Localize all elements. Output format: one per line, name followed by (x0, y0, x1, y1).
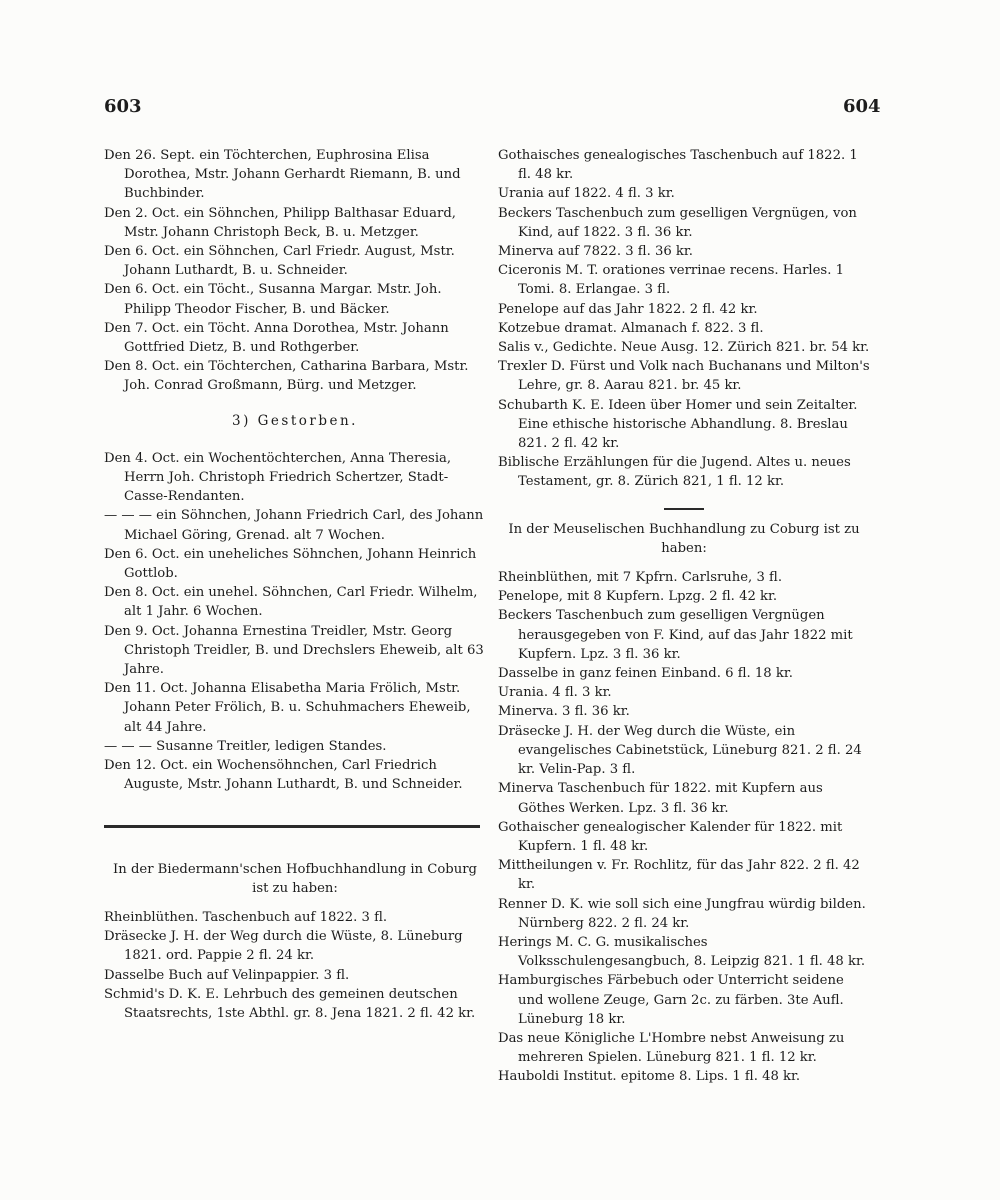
book-listing: Dasselbe in ganz feinen Einband. 6 fl. 18 kr. (498, 666, 793, 682)
death-entry: Den 4. Oct. ein Wochentöchterchen, Anna Theresia, Herrn Joh. Christoph Friedrich Schertzer, Stadt-Casse-Rendanten. (104, 450, 452, 505)
deaths-heading: 3) Gestorben. (232, 412, 358, 429)
book-listing: Trexler D. Fürst und Volk nach Buchanans und Milton's Lehre, gr. 8. Aarau 821. br. 45 kr. (498, 359, 870, 394)
book-listing: Kotzebue dramat. Almanach f. 822. 3 fl. (498, 320, 764, 336)
book-listing: Dasselbe Buch auf Velinpappier. 3 fl. (104, 967, 350, 983)
book-listing: Ciceronis M. T. orationes verrinae recens. Harles. 1 Tomi. 8. Erlangae. 3 fl. (498, 263, 844, 298)
left-column (104, 146, 486, 1023)
book-listing: Gothaischer genealogischer Kalender für 1822. mit Kupfern. 1 fl. 48 kr. (498, 819, 843, 854)
book-listing: Minerva Taschenbuch für 1822. mit Kupfern aus Göthes Werken. Lpz. 3 fl. 36 kr. (498, 781, 823, 816)
death-entry: — — — Susanne Treitler, ledigen Standes. (104, 738, 387, 754)
book-listing: Urania. 4 fl. 3 kr. (498, 685, 612, 701)
book-listing: Minerva auf 7822. 3 fl. 36 kr. (498, 244, 693, 260)
birth-entry: Den 8. Oct. ein Töchterchen, Catharina Barbara, Mstr. Joh. Conrad Großmann, Bürg. und Metzger. (104, 359, 469, 394)
book-listing: Penelope auf das Jahr 1822. 2 fl. 42 kr. (498, 301, 758, 317)
death-entry: Den 12. Oct. ein Wochensöhnchen, Carl Friedrich Auguste, Mstr. Johann Luthardt, B. und Schneider. (104, 758, 463, 793)
book-listing: Gothaisches genealogisches Taschenbuch auf 1822. 1 fl. 48 kr. (498, 148, 858, 183)
book-listing: Schubarth K. E. Ideen über Homer und sein Zeitalter. Eine ethische historische Abhandlung. 8. Breslau 821. 2 fl. 42 kr. (498, 397, 858, 452)
page-number-left: 603 (104, 96, 142, 117)
book-listing: Rheinblüthen, mit 7 Kpfrn. Carlsruhe, 3 fl. (498, 570, 783, 586)
section-divider (104, 825, 480, 828)
death-entry: Den 9. Oct. Johanna Ernestina Treidler, Mstr. Georg Christoph Treidler, B. und Drechslers Eheweib, alt 63 Jahre. (104, 623, 484, 678)
book-listing: Herings M. C. G. musikalisches Volksschulengesangbuch, 8. Leipzig 821. 1 fl. 48 kr. (498, 934, 866, 970)
page-number-right: 604 (843, 96, 881, 117)
book-listing: Das neue Königliche L'Hombre nebst Anweisung zu mehreren Spielen. Lüneburg 821. 1 fl. 12 kr. (498, 1030, 845, 1066)
death-entry: Den 6. Oct. ein uneheliches Söhnchen, Johann Heinrich Gottlob. (104, 546, 477, 582)
book-listing: Beckers Taschenbuch zum geselligen Vergnügen, von Kind, auf 1822. 3 fl. 36 kr. (498, 205, 857, 240)
book-listing: Salis v., Gedichte. Neue Ausg. 12. Zürich 821. br. 54 kr. (498, 340, 870, 356)
book-listing: Mittheilungen v. Fr. Rochlitz, für das Jahr 822. 2 fl. 42 kr. (498, 858, 860, 893)
book-listing: Rheinblüthen. Taschenbuch auf 1822. 3 fl. (104, 909, 388, 925)
bookshop-heading: In der Biedermann'schen Hofbuchhandlung in Coburg ist zu haben: (113, 861, 477, 896)
birth-entry: Den 6. Oct. ein Töcht., Susanna Margar. Mstr. Joh. Philipp Theodor Fischer, B. und Bäcker. (104, 282, 442, 317)
book-listing: Beckers Taschenbuch zum geselligen Vergnügen herausgegeben von F. Kind, auf das Jahr 1822 mit Kupfern. Lpz. 3 fl. 36 kr. (498, 608, 853, 662)
book-listing: Penelope, mit 8 Kupfern. Lpzg. 2 fl. 42 kr. (498, 589, 778, 605)
book-listing: Dräsecke J. H. der Weg durch die Wüste, ein evangelisches Cabinetstück, Lüneburg 821. 2 fl. 24 kr. Velin-Pap. 3 fl. (498, 723, 862, 778)
death-entry: Den 8. Oct. ein unehel. Söhnchen, Carl Friedr. Wilhelm, alt 1 Jahr. 6 Wochen. (104, 585, 478, 620)
book-listing: Biblische Erzählungen für die Jugend. Altes u. neues Testament, gr. 8. Zürich 821, 1 fl. 12 kr. (498, 455, 851, 490)
book-listing: Hauboldi Institut. epitome 8. Lips. 1 fl. 48 kr. (498, 1069, 801, 1085)
right-column (498, 146, 870, 1087)
short-divider (664, 508, 704, 510)
death-entry: Den 11. Oct. Johanna Elisabetha Maria Frölich, Mstr. Johann Peter Frölich, B. u. Schuhmachers Eheweib, alt 44 Jahre. (104, 681, 471, 735)
birth-entry: Den 2. Oct. ein Söhnchen, Philipp Balthasar Eduard, Mstr. Johann Christoph Beck, B. u. Metzger. (104, 205, 456, 240)
birth-entry: Den 6. Oct. ein Söhnchen, Carl Friedr. August, Mstr. Johann Luthardt, B. u. Schneider. (104, 244, 455, 279)
book-listing: Hamburgisches Färbebuch oder Unterricht seidene und wollene Zeuge, Garn 2c. zu färben. 3te Aufl. Lüneburg 18 kr. (498, 973, 844, 1027)
book-listing: Dräsecke J. H. der Weg durch die Wüste, 8. Lüneburg 1821. ord. Pappie 2 fl. 24 kr. (104, 929, 463, 964)
birth-entry: Den 26. Sept. ein Töchterchen, Euphrosina Elisa Dorothea, Mstr. Johann Gerhardt Riemann, B. und Buchbinder. (104, 148, 461, 202)
birth-entry: Den 7. Oct. ein Töcht. Anna Dorothea, Mstr. Johann Gottfried Dietz, B. und Rothgerber. (104, 320, 449, 356)
book-listing: Urania auf 1822. 4 fl. 3 kr. (498, 186, 675, 202)
book-listing: Schmid's D. K. E. Lehrbuch des gemeinen deutschen Staatsrechts, 1ste Abthl. gr. 8. Jena 1821. 2 fl. 42 kr. (104, 986, 476, 1021)
death-entry: — — — ein Söhnchen, Johann Friedrich Carl, des Johann Michael Göring, Grenad. alt 7 Wochen. (104, 508, 484, 543)
book-listing: Renner D. K. wie soll sich eine Jungfrau würdig bilden. Nürnberg 822. 2 fl. 24 kr. (498, 896, 866, 931)
bookshop-heading: In der Meuselischen Buchhandlung zu Coburg ist zu haben: (508, 521, 860, 556)
book-listing: Minerva. 3 fl. 36 kr. (498, 704, 630, 720)
